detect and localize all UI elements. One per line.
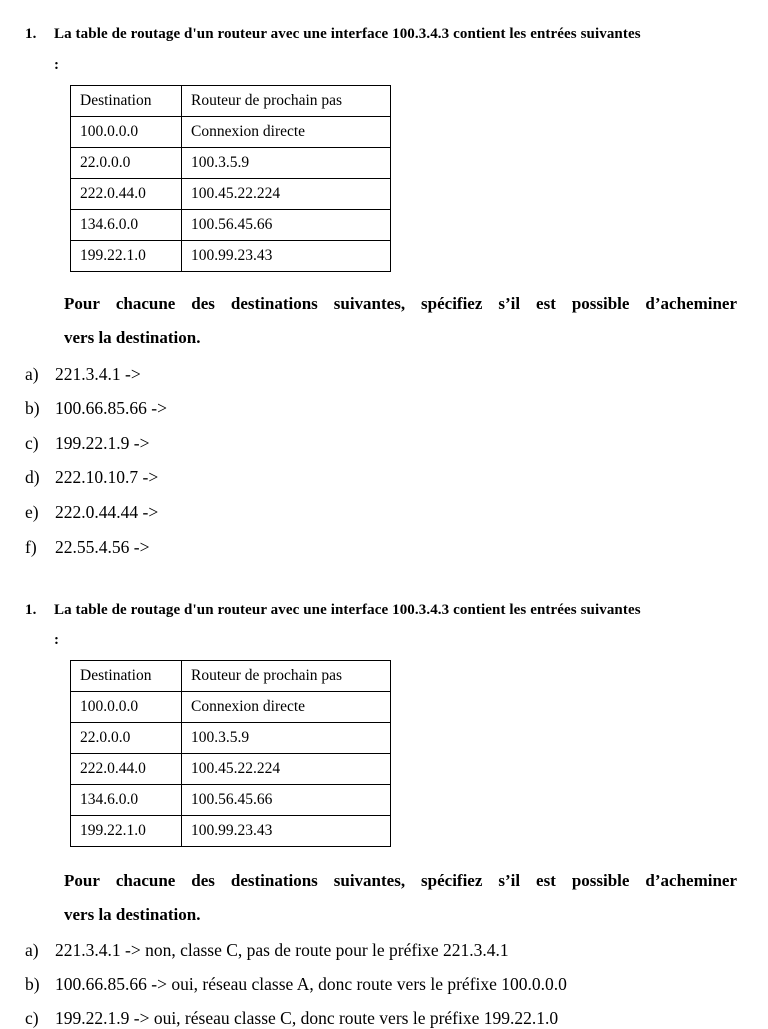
routing-table-1	[70, 85, 391, 272]
item-label: a)	[25, 364, 39, 384]
instruction-paragraph	[64, 871, 737, 939]
item-label: b)	[25, 974, 40, 994]
instruction-paragraph	[64, 294, 737, 362]
item-text: 222.10.10.7 ->	[55, 467, 159, 487]
exercise-number: 1.	[25, 602, 37, 618]
instruction-line-1	[64, 294, 737, 328]
cell-destination: 199.22.1.0	[71, 816, 182, 847]
instruction-word: des	[191, 871, 215, 890]
instruction-word: possible	[571, 871, 630, 890]
instruction-word: est	[536, 871, 556, 890]
table-row	[71, 210, 391, 241]
table-row	[71, 816, 391, 847]
instruction-word: suivantes,	[333, 294, 406, 313]
table-header-row	[71, 86, 391, 117]
item-text: 22.55.4.56 ->	[55, 537, 150, 557]
item-text: 100.66.85.66 -> oui, réseau classe A, donc route vers le préfixe 100.0.0.0	[55, 974, 567, 994]
instruction-word: spécifiez	[421, 871, 483, 890]
table-row	[71, 241, 391, 272]
title-colon: :	[54, 632, 59, 648]
table-header-row	[71, 661, 391, 692]
item-text: 221.3.4.1 -> non, classe C, pas de route pour le préfixe 221.3.4.1	[55, 940, 509, 960]
cell-next-hop: 100.56.45.66	[182, 210, 391, 241]
table-row	[71, 754, 391, 785]
exercise-number: 1.	[25, 26, 37, 42]
table-row	[71, 723, 391, 754]
header-next-hop: Routeur de prochain pas	[182, 661, 391, 692]
instruction-word: suivantes,	[333, 871, 406, 890]
cell-next-hop: 100.99.23.43	[182, 241, 391, 272]
cell-destination: 134.6.0.0	[71, 785, 182, 816]
instruction-line-1	[64, 871, 737, 905]
table-row	[71, 117, 391, 148]
item-label: e)	[25, 502, 39, 522]
cell-next-hop: 100.45.22.224	[182, 754, 391, 785]
instruction-word: Pour	[64, 871, 100, 890]
cell-destination: 199.22.1.0	[71, 241, 182, 272]
title-colon: :	[54, 57, 59, 73]
instruction-word: destinations	[230, 294, 318, 313]
item-label: c)	[25, 433, 39, 453]
instruction-word: s’il	[498, 294, 521, 313]
cell-next-hop: 100.99.23.43	[182, 816, 391, 847]
header-destination: Destination	[71, 661, 182, 692]
header-next-hop: Routeur de prochain pas	[182, 86, 391, 117]
item-text: 221.3.4.1 ->	[55, 364, 141, 384]
item-text: 100.66.85.66 ->	[55, 398, 167, 418]
instruction-word: chacune	[115, 294, 176, 313]
cell-destination: 100.0.0.0	[71, 117, 182, 148]
cell-destination: 222.0.44.0	[71, 179, 182, 210]
table-row	[71, 785, 391, 816]
cell-next-hop: 100.3.5.9	[182, 148, 391, 179]
instruction-word: chacune	[115, 871, 176, 890]
item-text: 199.22.1.9 -> oui, réseau classe C, donc route vers le préfixe 199.22.1.0	[55, 1008, 559, 1028]
instruction-word: d’acheminer	[645, 294, 737, 313]
instruction-word: des	[191, 294, 215, 313]
instruction-line-2: vers la destination.	[64, 905, 201, 924]
cell-destination: 222.0.44.0	[71, 754, 182, 785]
cell-destination: 22.0.0.0	[71, 723, 182, 754]
instruction-word: destinations	[230, 871, 318, 890]
instruction-word: possible	[571, 294, 630, 313]
cell-destination: 100.0.0.0	[71, 692, 182, 723]
item-text: 222.0.44.44 ->	[55, 502, 159, 522]
item-label: d)	[25, 467, 40, 487]
instruction-word: Pour	[64, 294, 100, 313]
instruction-word: d’acheminer	[645, 871, 737, 890]
cell-next-hop: 100.45.22.224	[182, 179, 391, 210]
instruction-line-2: vers la destination.	[64, 328, 201, 347]
instruction-word: spécifiez	[421, 294, 483, 313]
item-label: c)	[25, 1008, 39, 1028]
table-row	[71, 148, 391, 179]
item-text: 199.22.1.9 ->	[55, 433, 150, 453]
cell-next-hop: 100.3.5.9	[182, 723, 391, 754]
table-row	[71, 692, 391, 723]
item-label: b)	[25, 398, 40, 418]
item-label: f)	[25, 537, 37, 557]
cell-next-hop: 100.56.45.66	[182, 785, 391, 816]
table-row	[71, 179, 391, 210]
item-label: a)	[25, 940, 39, 960]
cell-destination: 22.0.0.0	[71, 148, 182, 179]
exercise-title-text: La table de routage d'un routeur avec une interface 100.3.4.3 contient les entrées suivantes	[54, 26, 641, 42]
header-destination: Destination	[71, 86, 182, 117]
cell-next-hop: Connexion directe	[182, 692, 391, 723]
cell-next-hop: Connexion directe	[182, 117, 391, 148]
instruction-word: est	[536, 294, 556, 313]
instruction-word: s’il	[498, 871, 521, 890]
cell-destination: 134.6.0.0	[71, 210, 182, 241]
routing-table-2	[70, 660, 391, 847]
exercise-title-text: La table de routage d'un routeur avec une interface 100.3.4.3 contient les entrées suivantes	[54, 602, 641, 618]
